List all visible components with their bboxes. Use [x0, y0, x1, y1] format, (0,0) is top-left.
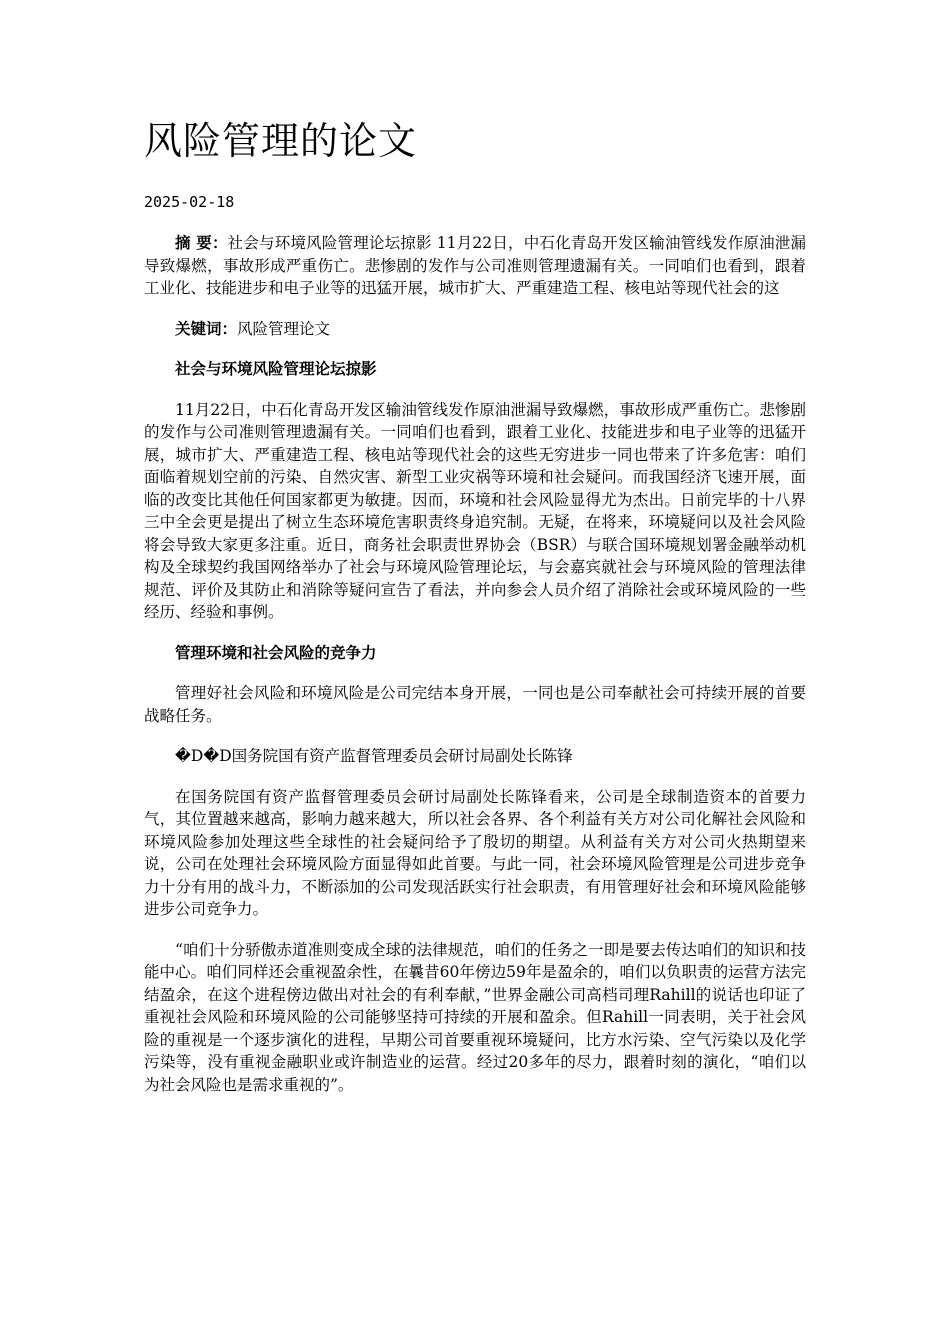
keywords-paragraph	[144, 318, 806, 341]
keywords-text: 风险管理论文	[237, 319, 331, 338]
body-paragraph-strategy: 管理好社会风险和环境风险是公司完结本身开展，一同也是公司奉献社会可持续开展的首要战略任务。	[144, 684, 806, 725]
abstract-label: 摘 要：	[175, 234, 228, 252]
body-paragraph-forum: 11月22日，中石化青岛开发区输油管线发作原油泄漏导致爆燃，事故形成严重伤亡。悲惨剧的发作与公司准则管理遗漏有关。一同咱们也看到，跟着工业化、技能进步和电子业等的迅猛开展，城市扩大、严重建造工程、核电站等现代社会的这些无穷进步一同也带来了许多危害：咱们面临着规划空前的污染、自然灾害、新型工业灾祸等环境和社会疑问。而我国经济飞速开展，面临的改变比其他任何国家都更为敏捷。因而，环境和社会风险显得尤为杰出。日前完毕的十八界三中全会更是提出了树立生态环境危害职责终身追究制。无疑，在将来，环境疑问以及社会风险将会导致大家更多注重。近日，商务社会职责世界协会（BSR）与联合国环境规划署金融举动机构及全球契约我国网络举办了社会与环境风险管理论坛，与会嘉宾就社会与环境风险的管理法律规范、评价及其防止和消除等疑问宣告了看法，并向参会人员介绍了消除社会或环境风险的一些经历、经验和事例。	[144, 400, 806, 621]
body-paragraph-rahill: “咱们十分骄傲赤道准则变成全球的法律规范，咱们的任务之一即是要去传达咱们的知识和技能中心。咱们同样还会重视盈余性，在曩昔60年傍边59年是盈余的，咱们以负职责的运营方法完结盈余，在这个进程傍边做出对社会的有利奉献，”世界金融公司高档司理Rahill的说话也印证了重视社会风险和环境风险的公司能够坚持可持续的开展和盈余。但Rahill一同表明，关于社会风险的重视是一个逐步演化的进程，早期公司首要重视环境疑问，比方水污染、空气污染以及化学污染等，没有重视金融职业或许制造业的运营。经过20多年的尽力，跟着时刻的演化，“咱们以为社会风险也是需求重视的”。	[144, 940, 806, 1094]
document-title: 风险管理的论文	[144, 119, 418, 163]
keywords-label: 关键词：	[175, 319, 238, 338]
document-page	[144, 112, 806, 1114]
abstract-paragraph	[144, 232, 806, 300]
body-paragraph-chen-feng: 在国务院国有资产监督管理委员会研讨局副处长陈锋看来，公司是全球制造资本的首要力气，其位置越来越高，影响力越来越大，所以社会各界、各个利益有关方对公司化解社会风险和环境风险参加处理这些全球性的社会疑问给予了殷切的期望。从利益有关方对公司火热期望来说，公司在处理社会环境风险方面显得如此首要。与此一同，社会环境风险管理是公司进步竞争力十分有用的战斗力，不断添加的公司发现活跃实行社会职责，有用管理好社会和环境风险能够进步公司竞争力。	[144, 787, 806, 918]
abstract-text: 社会与环境风险管理论坛掠影 11月22日，中石化青岛开发区输油管线发作原油泄漏导致爆燃，事故形成严重伤亡。悲惨剧的发作与公司准则管理遗漏有关。一同咱们也看到，跟着工业化、技能进步和电子业等的迅猛开展，城市扩大、严重建造工程、核电站等现代社会的这	[144, 234, 806, 297]
document-date: 2025-02-18	[144, 193, 235, 211]
body-paragraph-attribution: �D�D国务院国有资产监督管理委员会研讨局副处长陈锋	[175, 747, 573, 765]
section-heading-competitiveness: 管理环境和社会风险的竞争力	[175, 643, 377, 662]
section-heading-forum: 社会与环境风险管理论坛掠影	[175, 360, 377, 378]
